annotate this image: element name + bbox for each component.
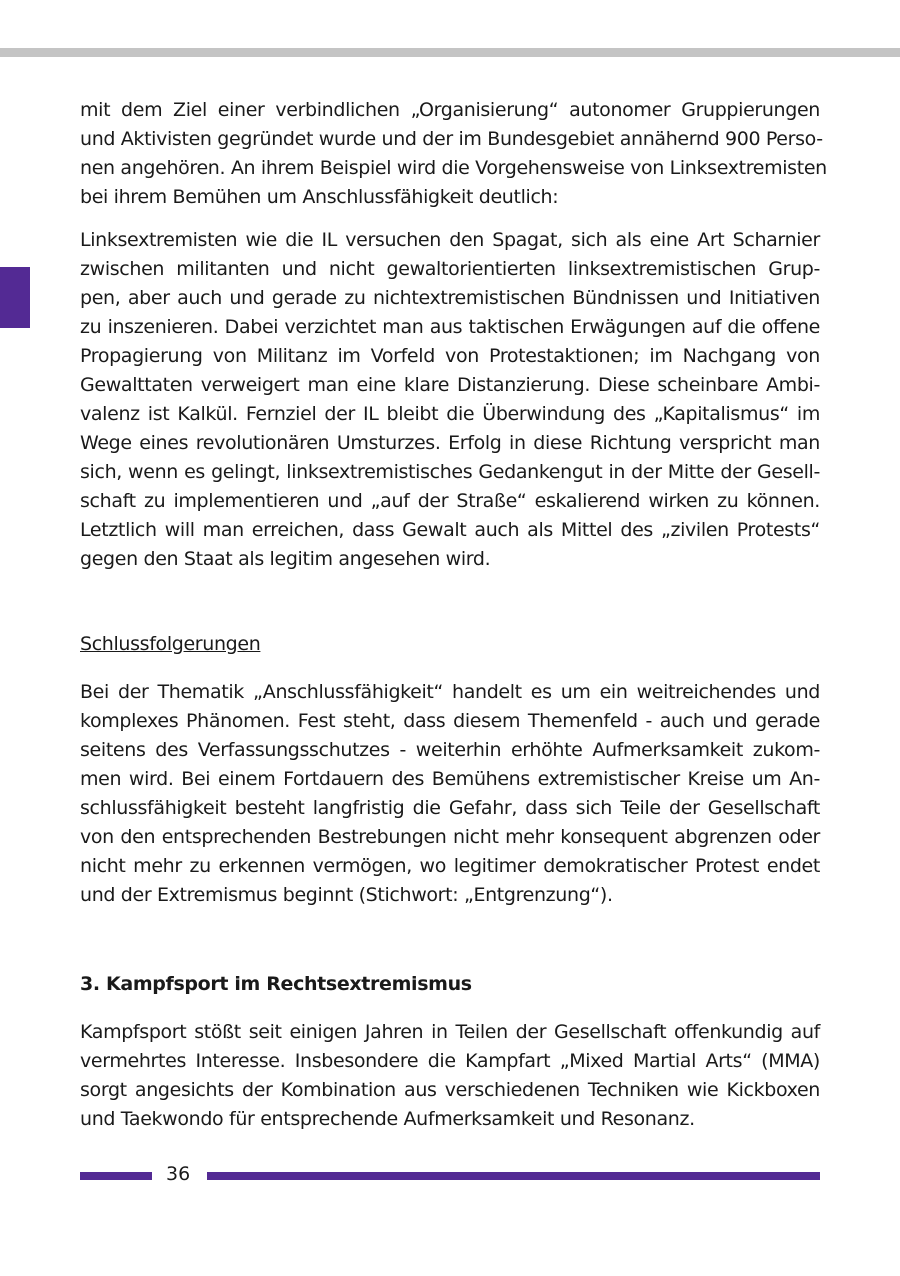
text-line: Kampfsport stößt seit einigen Jahren in Teilen der Gesellschaft offenkundig auf [80,1021,820,1043]
text-line: zwischen militanten und nicht gewaltorientierten linksextremistischen Grup- [80,258,820,280]
paragraph [80,1018,820,1134]
paragraph [80,96,827,212]
text-line: schlussfähigkeit besteht langfristig die Gefahr, dass sich Teile der Gesellschaft [80,797,820,819]
top-rule [0,48,900,57]
text-line: men wird. Bei einem Fortdauern des Bemühens extremistischer Kreise um An- [80,768,820,790]
text-line: und Aktivisten gegründet wurde und der im Bundesgebiet annähernd 900 Perso- [80,128,823,150]
text-line: Bei der Thematik „Anschlussfähigkeit“ handelt es um ein weitreichendes und [80,681,820,703]
footer-rule-right [207,1172,820,1180]
text-line: und der Extremismus beginnt (Stichwort: „Entgrenzung“). [80,884,613,906]
paragraph [80,226,820,574]
chapter-tab-marker [0,267,30,328]
text-line: Propagierung von Militanz im Vorfeld von Protestaktionen; im Nachgang von [80,345,820,367]
text-line: mit dem Ziel einer verbindlichen „Organisierung“ autonomer Gruppierungen [80,99,820,121]
text-line: und Taekwondo für entsprechende Aufmerksamkeit und Resonanz. [80,1108,695,1130]
page-body [80,96,827,1134]
text-line: seitens des Verfassungsschutzes - weiterhin erhöhte Aufmerksamkeit zukom- [80,739,820,761]
text-line: zu inszenieren. Dabei verzichtet man aus taktischen Erwägungen auf die offene [80,316,820,338]
text-line: pen, aber auch und gerade zu nichtextremistischen Bündnissen und Initiativen [80,287,820,309]
footer-rule-left [80,1172,152,1180]
text-line: vermehrtes Interesse. Insbesondere die Kampfart „Mixed Martial Arts“ (MMA) [80,1050,820,1072]
text-line: komplexes Phänomen. Fest steht, dass diesem Themenfeld - auch und gerade [80,710,820,732]
text-line: sorgt angesichts der Kombination aus verschiedenen Techniken wie Kickboxen [80,1079,820,1101]
text-line: Letztlich will man erreichen, dass Gewalt auch als Mittel des „zivilen Protests“ [80,519,820,541]
page-footer [80,1160,820,1190]
text-line: valenz ist Kalkül. Fernziel der IL bleibt die Überwindung des „Kapitalismus“ im [80,403,820,425]
text-line: von den entsprechenden Bestrebungen nicht mehr konsequent abgrenzen oder [80,826,820,848]
text-line: bei ihrem Bemühen um Anschlussfähigkeit deutlich: [80,186,559,208]
text-line: schaft zu implementieren und „auf der Straße“ eskalierend wirken zu können. [80,490,820,512]
subheading: Schlussfolgerungen [80,633,261,655]
paragraph [80,678,820,910]
section-heading: 3. Kampfsport im Rechtsextremismus [80,973,472,995]
text-line: Gewalttaten verweigert man eine klare Distanzierung. Diese scheinbare Ambi- [80,374,820,396]
text-line: gegen den Staat als legitim angesehen wird. [80,548,491,570]
text-line: nen angehören. An ihrem Beispiel wird die Vorgehensweise von Linksextremisten [80,157,827,179]
text-line: nicht mehr zu erkennen vermögen, wo legitimer demokratischer Protest endet [80,855,820,877]
page-number: 36 [166,1163,191,1185]
text-line: Wege eines revolutionären Umsturzes. Erfolg in diese Richtung verspricht man [80,432,820,454]
text-line: sich, wenn es gelingt, linksextremistisches Gedankengut in der Mitte der Gesell- [80,461,820,483]
text-line: Linksextremisten wie die IL versuchen den Spagat, sich als eine Art Scharnier [80,229,820,251]
